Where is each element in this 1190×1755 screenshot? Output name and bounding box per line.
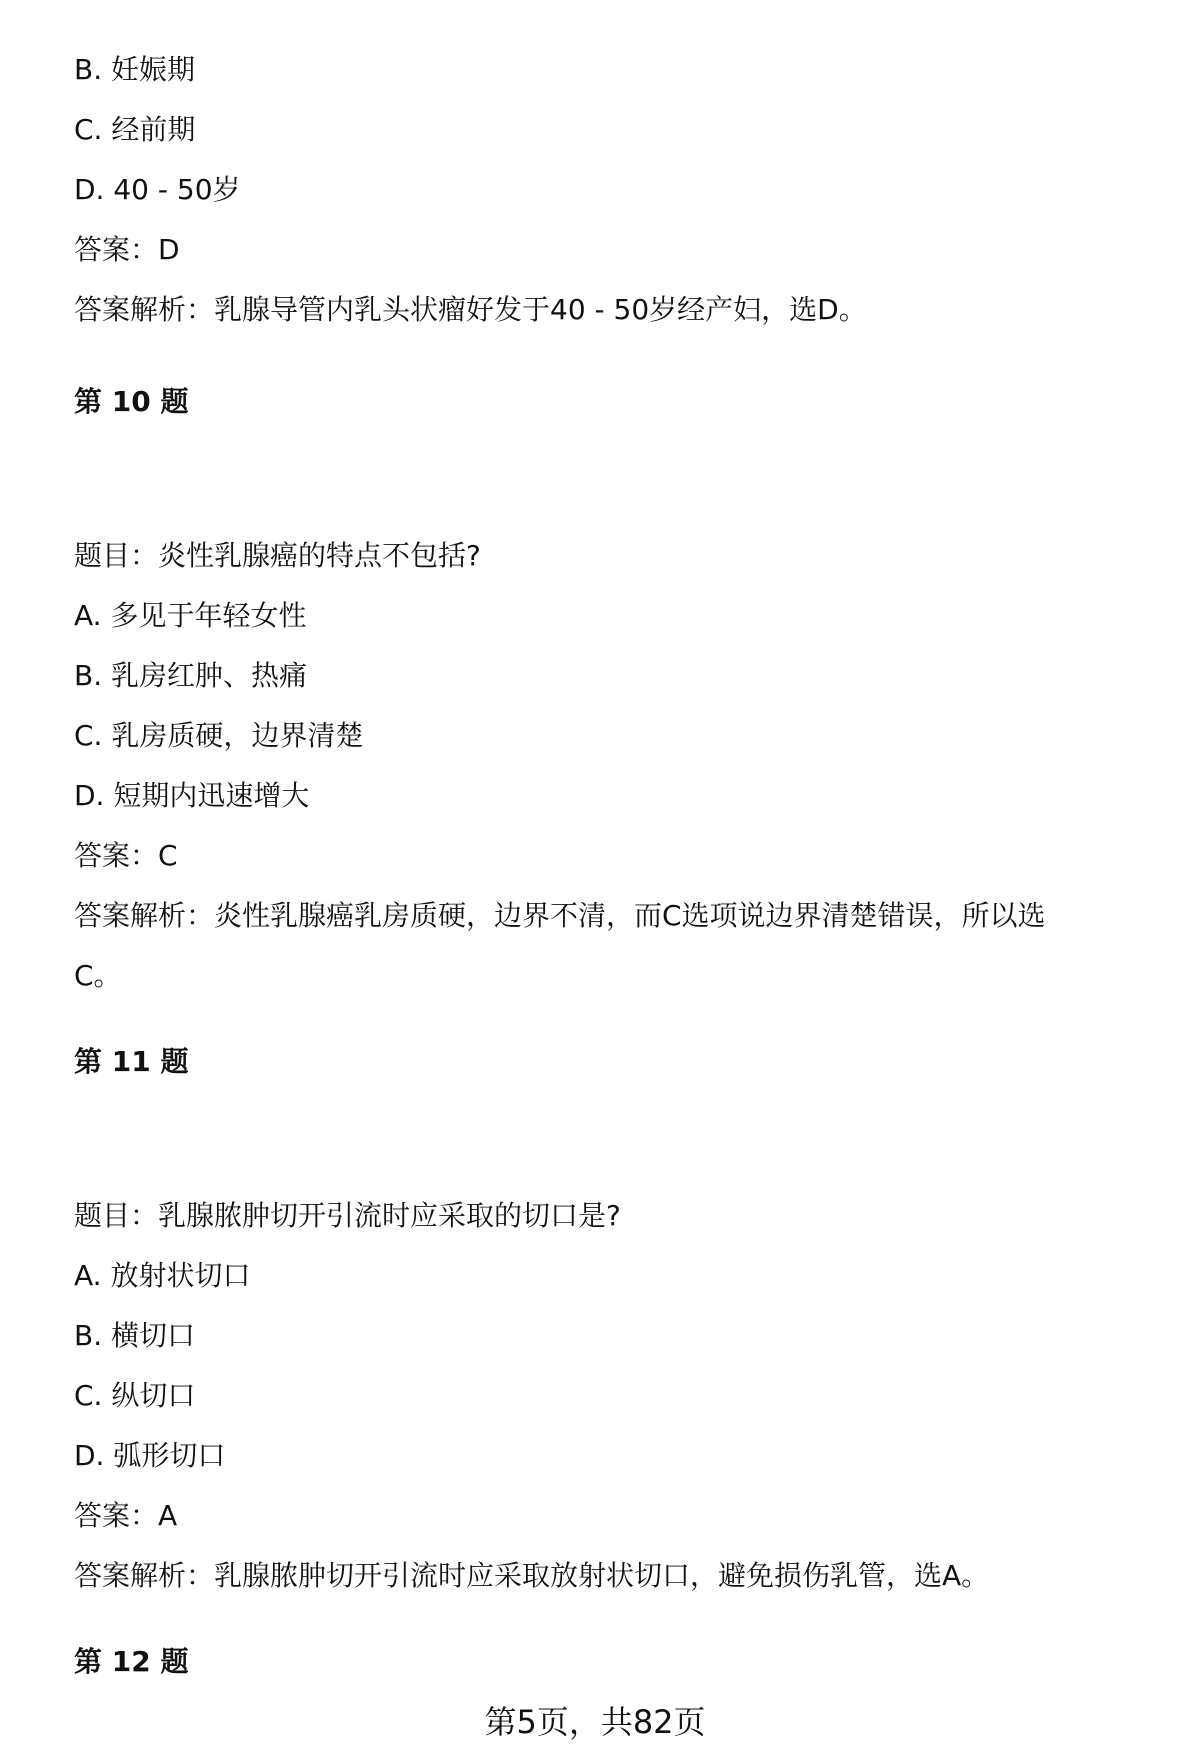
q10-heading: 第 10 题: [74, 385, 189, 418]
q10-explanation-line1: 答案解析：炎性乳腺癌乳房质硬，边界不清，而C选项说边界清楚错误，所以选: [74, 899, 1046, 932]
q11-option-c: C. 纵切口: [74, 1379, 196, 1412]
q11-option-b: B. 横切口: [74, 1319, 196, 1352]
q9-option-d: D. 40 - 50岁: [74, 173, 241, 206]
page-footer: 第5页，共82页: [484, 1703, 706, 1741]
q9-explanation: 答案解析：乳腺导管内乳头状瘤好发于40 - 50岁经产妇，选D。: [74, 293, 867, 326]
q9-option-b: B. 妊娠期: [74, 53, 196, 86]
q10-option-d: D. 短期内迅速增大: [74, 779, 310, 812]
q11-prompt: 题目：乳腺脓肿切开引流时应采取的切口是?: [74, 1199, 621, 1232]
q10-option-c: C. 乳房质硬，边界清楚: [74, 719, 364, 752]
q10-prompt: 题目：炎性乳腺癌的特点不包括?: [74, 539, 481, 572]
q9-answer: 答案：D: [74, 233, 180, 266]
q12-heading: 第 12 题: [74, 1645, 189, 1678]
q9-option-c: C. 经前期: [74, 113, 196, 146]
q10-explanation-line2: C。: [74, 959, 122, 992]
q11-explanation: 答案解析：乳腺脓肿切开引流时应采取放射状切口，避免损伤乳管，选A。: [74, 1559, 990, 1592]
q11-answer: 答案：A: [74, 1499, 178, 1532]
q10-answer: 答案：C: [74, 839, 178, 872]
q11-option-a: A. 放射状切口: [74, 1259, 251, 1292]
q10-option-a: A. 多见于年轻女性: [74, 599, 307, 632]
q11-heading: 第 11 题: [74, 1045, 189, 1078]
q10-option-b: B. 乳房红肿、热痛: [74, 659, 308, 692]
q11-option-d: D. 弧形切口: [74, 1439, 226, 1472]
